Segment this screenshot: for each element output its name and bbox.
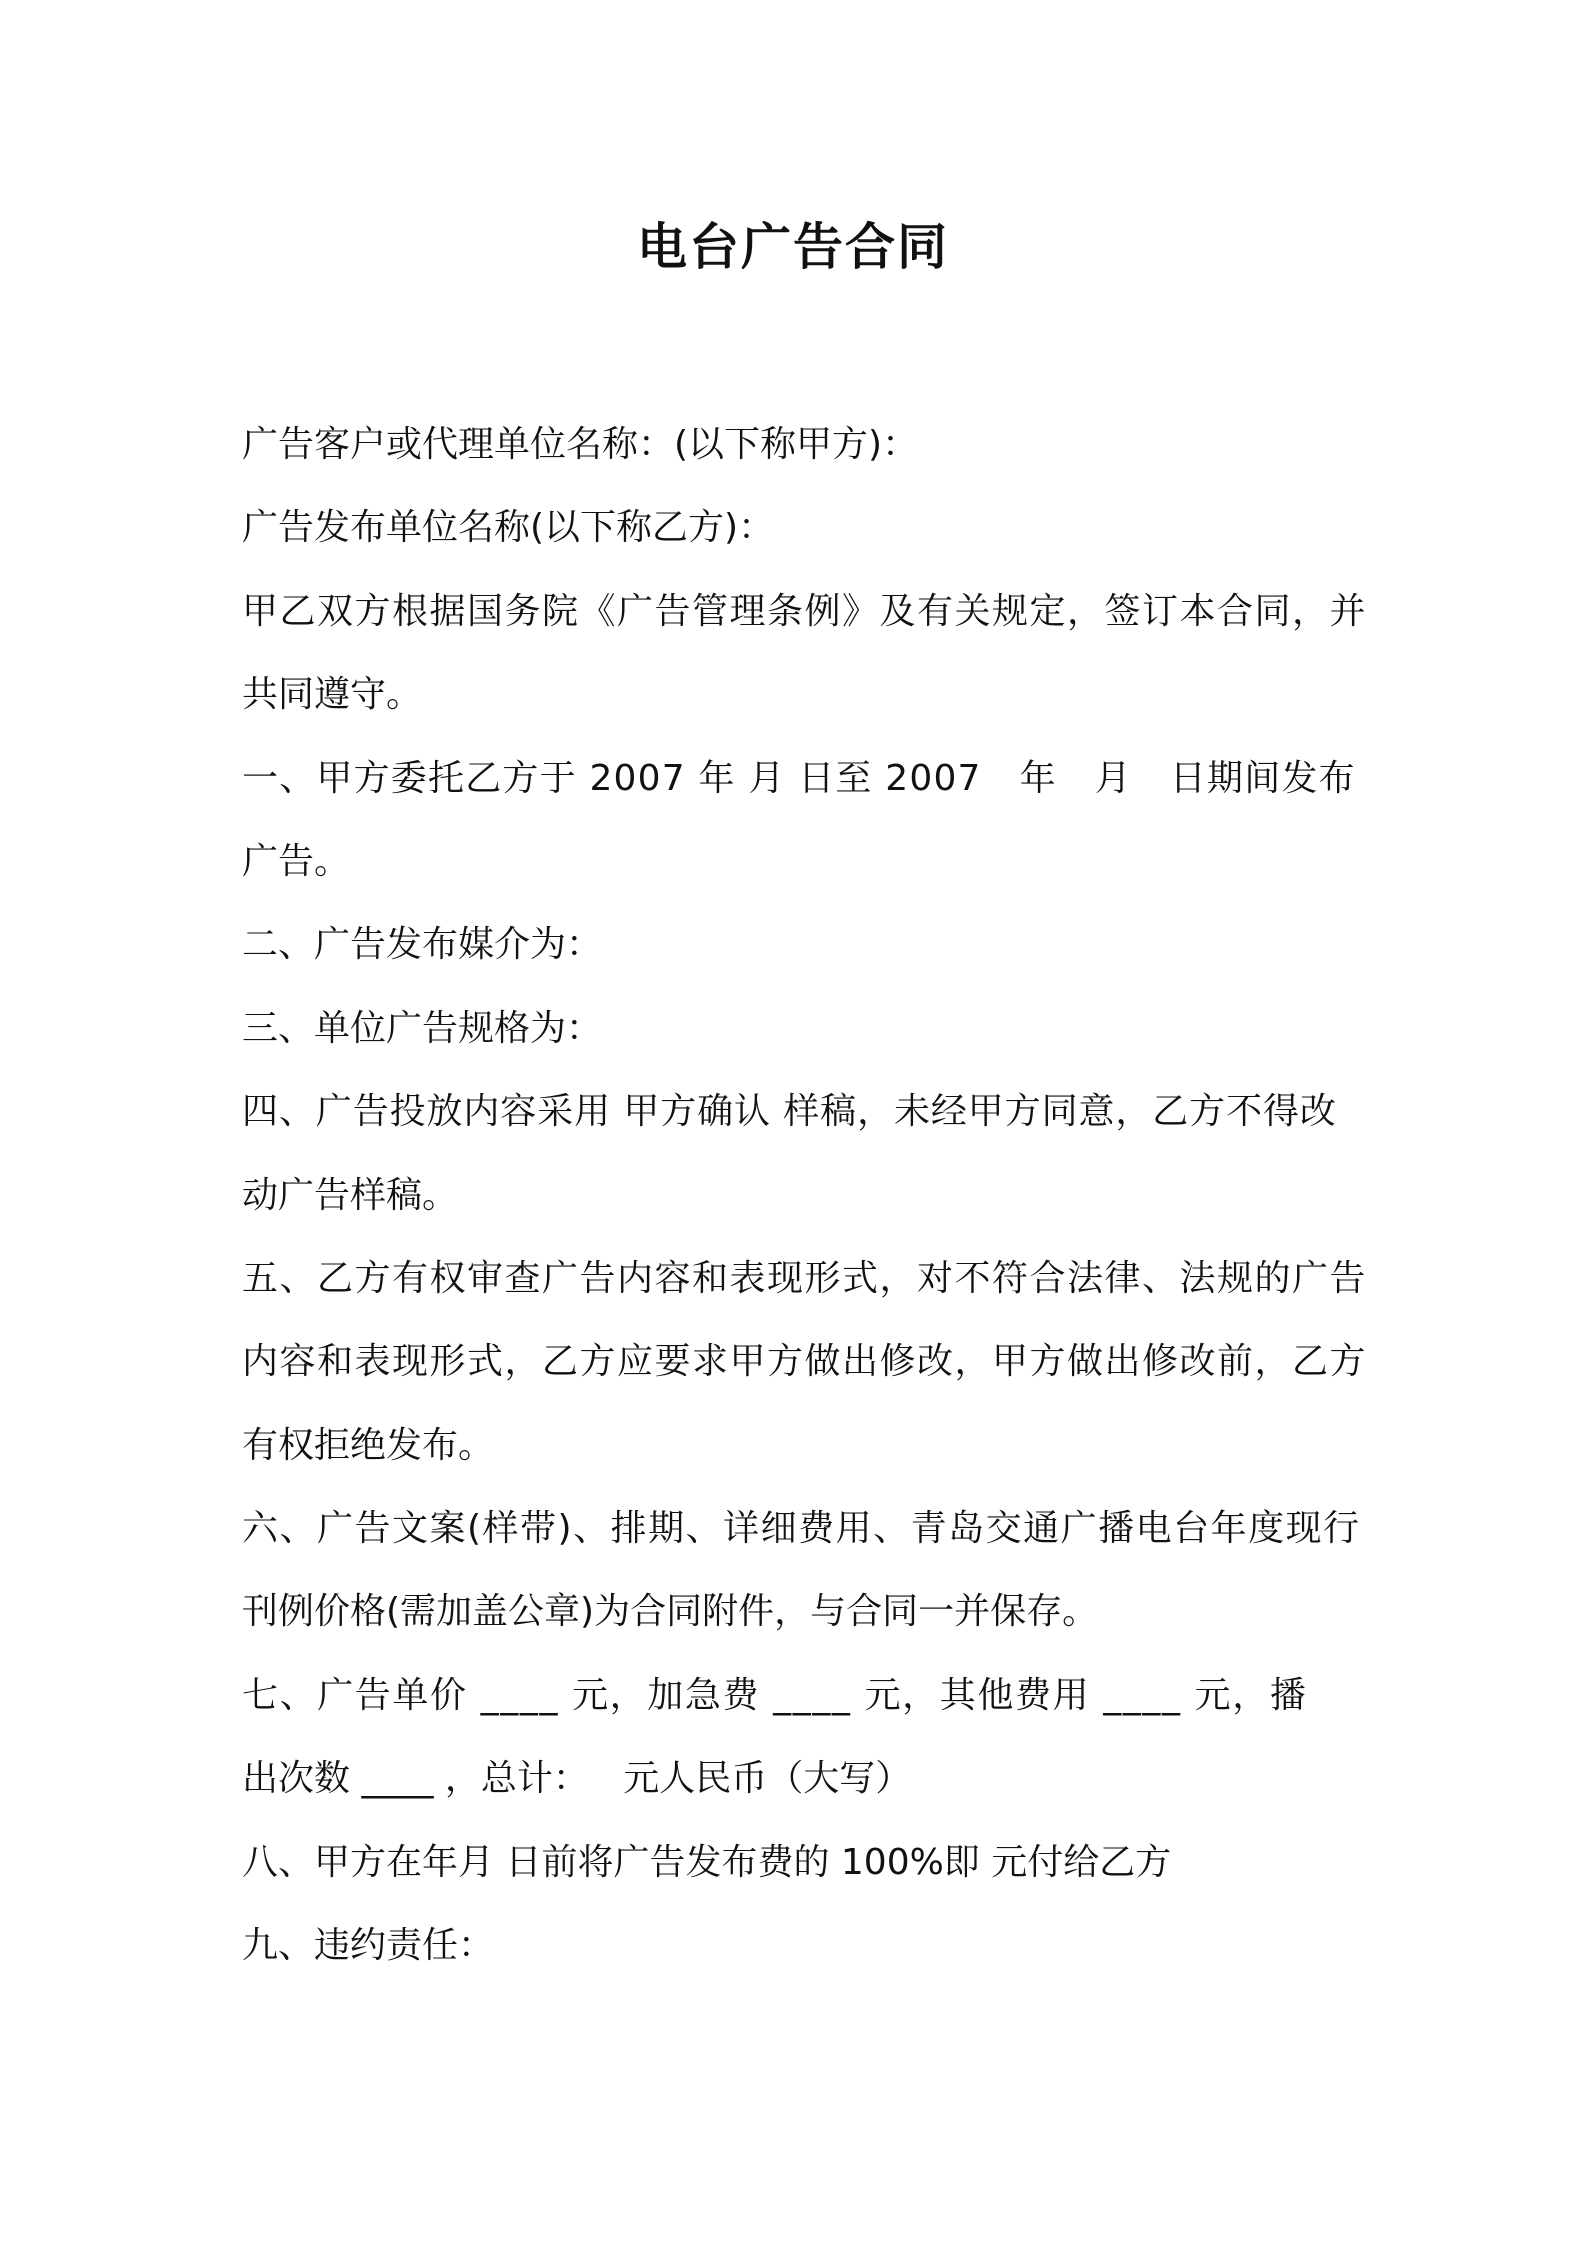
contract-body — [242, 403, 1368, 1987]
text-line: 甲乙双方根据国务院《广告管理条例》及有关规定，签订本合同，并 — [242, 590, 1368, 632]
text-line: 五、乙方有权审查广告内容和表现形式，对不符合法律、法规的广告 — [242, 1257, 1368, 1299]
text-line: 有权拒绝发布。 — [242, 1424, 495, 1466]
text-line: 共同遵守。 — [242, 674, 423, 716]
text-line: 内容和表现形式，乙方应要求甲方做出修改，甲方做出修改前，乙方 — [242, 1341, 1368, 1383]
text-line: 出次数 ____ ，总计： 元人民币（大写） — [242, 1758, 912, 1800]
text-line: 广告发布单位名称(以下称乙方)： — [242, 507, 775, 549]
text-line: 四、广告投放内容采用 甲方确认 样稿，未经甲方同意，乙方不得改 — [242, 1091, 1337, 1133]
page-title: 电台广告合同 — [637, 218, 949, 276]
text-line: 九、违约责任： — [242, 1925, 495, 1967]
text-line: 动广告样稿。 — [242, 1174, 459, 1216]
text-line: 六、广告文案(样带)、排期、详细费用、青岛交通广播电台年度现行 — [242, 1508, 1361, 1550]
text-line: 三、单位广告规格为： — [242, 1007, 603, 1049]
text-line: 广告。 — [242, 840, 351, 882]
text-line: 二、广告发布媒介为： — [242, 924, 603, 966]
text-line: 刊例价格(需加盖公章)为合同附件，与合同一并保存。 — [242, 1591, 1099, 1633]
text-line: 一、甲方委托乙方于 2007 年 月 日至 2007 年 月 日期间发布 — [242, 757, 1356, 799]
text-line: 七、广告单价 ____ 元，加急费 ____ 元，其他费用 ____ 元，播 — [242, 1674, 1308, 1716]
text-line: 广告客户或代理单位名称：(以下称甲方)： — [242, 424, 919, 465]
text-line: 八、甲方在年月 日前将广告发布费的 100%即 元付给乙方 — [242, 1841, 1172, 1883]
